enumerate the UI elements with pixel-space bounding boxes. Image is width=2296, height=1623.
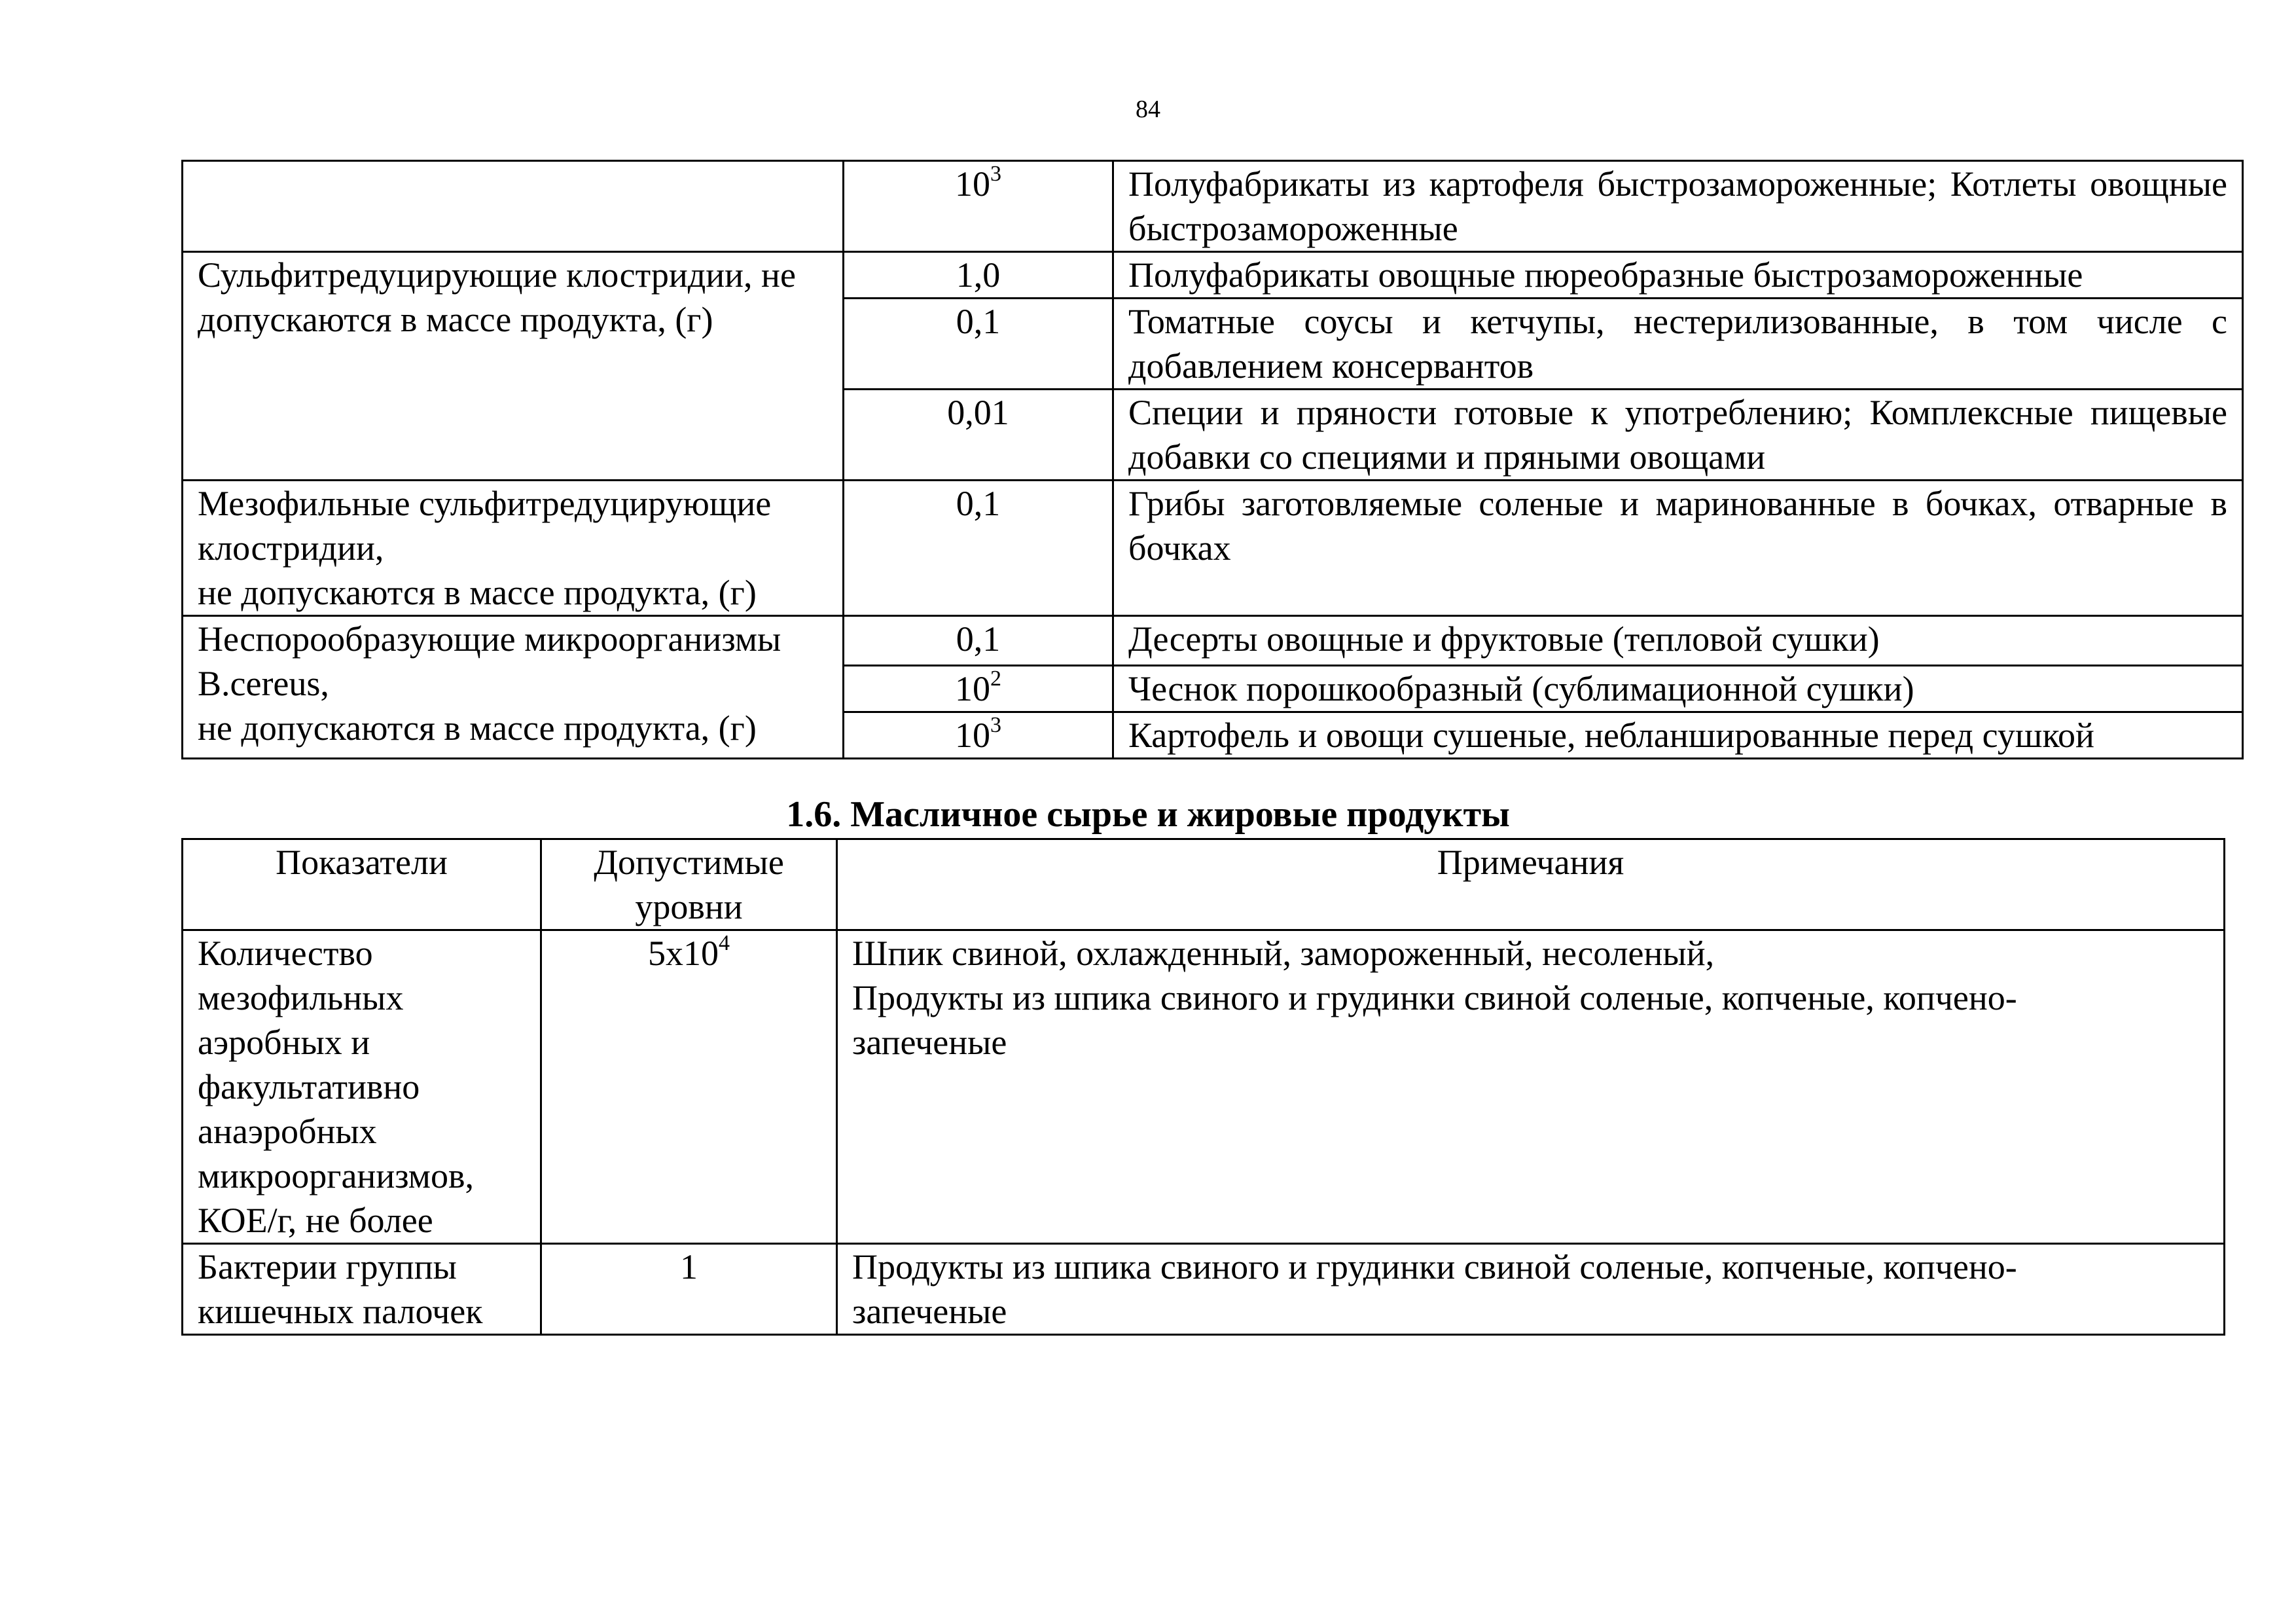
- indicator-cell: Количество мезофильных аэробных и факультативно анаэробных микроорганизмов, КОЕ/г, не более: [183, 930, 541, 1244]
- level-cell: $5x10^4$: [541, 930, 837, 1244]
- page-number: 84: [1136, 96, 1160, 123]
- indicator-cell: [183, 161, 844, 252]
- note-cell: Полуфабрикаты овощные пюреобразные быстрозамороженные: [1113, 252, 2243, 299]
- microbiology-table-continued: [181, 160, 2244, 759]
- note-cell: Специи и пряности готовые к употреблению; Комплексные пищевые добавки со специями и пряными овощами: [1113, 390, 2243, 481]
- level-cell: 0,1: [844, 616, 1113, 666]
- table-header-row: [183, 839, 2225, 930]
- note-cell: Чеснок порошкообразный (сублимационной сушки): [1113, 666, 2243, 712]
- table-row: [183, 161, 2243, 252]
- table-row: [183, 252, 2243, 299]
- note-cell: Продукты из шпика свиного и грудинки свиной соленые, копченые, копчено- запеченые: [837, 1244, 2225, 1335]
- level-cell: 0,01: [844, 390, 1113, 481]
- header-note: Примечания: [837, 839, 2225, 930]
- level-cell: 1: [541, 1244, 837, 1335]
- indicator-cell: Бактерии группы кишечных палочек: [183, 1244, 541, 1335]
- indicator-cell: Мезофильные сульфитредуцирующие клостридии, не допускаются в массе продукта, (г): [183, 481, 844, 616]
- note-cell: Шпик свиной, охлажденный, замороженный, несоленый, Продукты из шпика свиного и грудинки свиной соленые, копченые, копчено- запеченые: [837, 930, 2225, 1244]
- table-row: [183, 481, 2243, 616]
- note-cell: Картофель и овощи сушеные, небланшированные перед сушкой: [1113, 712, 2243, 759]
- level-cell: 1,0: [844, 252, 1113, 299]
- note-cell: Томатные соусы и кетчупы, нестерилизованные, в том числе с добавлением консервантов: [1113, 299, 2243, 390]
- indicator-cell: Неспорообразующие микроорганизмы B.cereus, не допускаются в массе продукта, (г): [183, 616, 844, 759]
- header-level: Допустимые уровни: [541, 839, 837, 930]
- level-cell: $10^3$: [844, 712, 1113, 759]
- header-indicator: Показатели: [183, 839, 541, 930]
- note-cell: Грибы заготовляемые соленые и маринованные в бочках, отварные в бочках: [1113, 481, 2243, 616]
- section-title: 1.6. Масличное сырье и жировые продукты: [786, 794, 1510, 835]
- table-row: [183, 1244, 2225, 1335]
- table-row: [183, 616, 2243, 666]
- level-cell: $10^3$: [844, 161, 1113, 252]
- table-row: [183, 930, 2225, 1244]
- level-cell: $10^2$: [844, 666, 1113, 712]
- note-cell: Десерты овощные и фруктовые (тепловой сушки): [1113, 616, 2243, 666]
- level-cell: 0,1: [844, 299, 1113, 390]
- indicator-cell: Сульфитредуцирующие клостридии, не допускаются в массе продукта, (г): [183, 252, 844, 481]
- level-cell: 0,1: [844, 481, 1113, 616]
- oil-fat-products-table: [181, 838, 2225, 1336]
- note-cell: Полуфабрикаты из картофеля быстрозамороженные; Котлеты овощные быстрозамороженные: [1113, 161, 2243, 252]
